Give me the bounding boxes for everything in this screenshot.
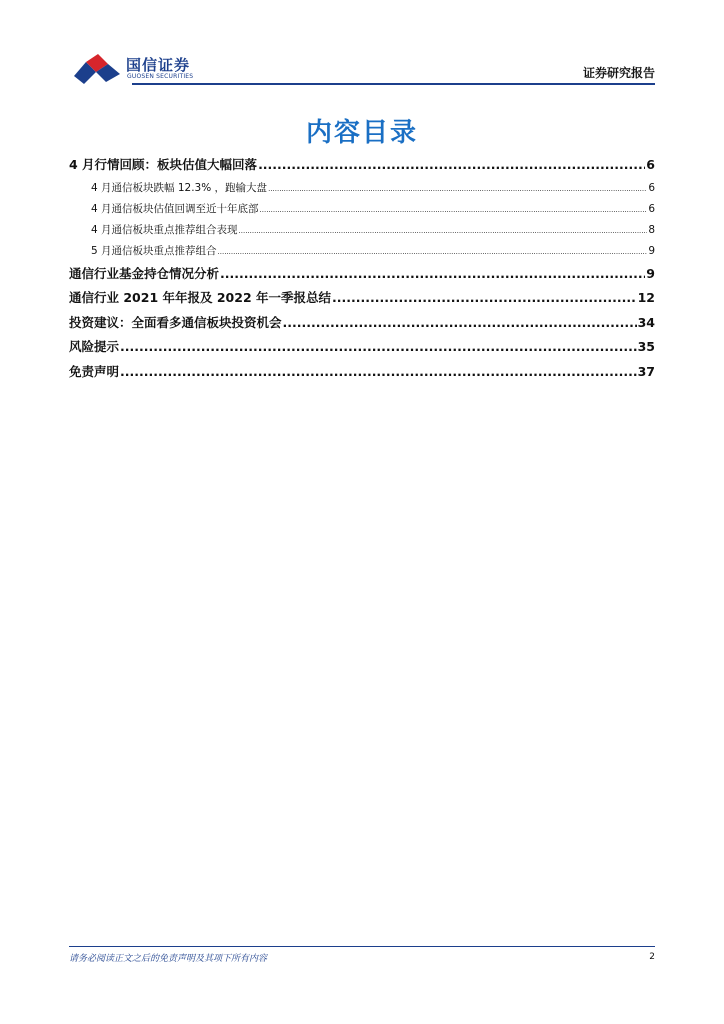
toc-entry-label: 5 月通信板块重点推荐组合 [91,244,217,257]
toc-entry-page: 8 [648,223,655,236]
logo-text-en: GUOSEN SECURITIES [127,73,194,80]
toc-dot-leader [220,262,645,287]
toc-entry[interactable] [69,153,655,178]
toc-entry-page: 12 [637,290,655,305]
toc-entry[interactable] [69,199,655,220]
disclaimer-note: 请务必阅读正文之后的免责声明及其项下所有内容 [69,954,268,964]
toc-entry-label: 投资建议：全面看多通信板块投资机会 [69,314,282,330]
toc-dot-leader [258,153,645,178]
toc-dot-leader [218,242,648,262]
toc-entry-page: 9 [648,244,655,257]
toc-entry[interactable] [69,262,655,287]
toc-entry-page: 6 [646,157,655,172]
logo-text-cn: 国信证券 [126,56,191,74]
toc-dot-leader [268,179,647,199]
guosen-logo-icon [72,52,124,86]
toc-dot-leader [120,335,637,360]
toc-entry-page: 6 [648,181,655,194]
toc-entry-label: 4 月通信板块估值回调至近十年底部 [91,202,259,215]
toc-entry-page: 9 [646,265,655,281]
toc-entry-label: 风险提示 [69,339,120,354]
toc-entry-label: 4 月通信板块重点推荐组合表现 [91,223,238,236]
page-number: 2 [649,952,655,962]
table-of-contents [69,153,655,384]
toc-entry[interactable] [69,286,655,311]
toc-entry-label: 4 月行情回顾：板块估值大幅回落 [69,157,258,172]
toc-entry-label: 通信行业 2021 年年报及 2022 年一季报总结 [69,290,331,305]
toc-entry-page: 34 [637,314,655,330]
report-type-label: 证券研究报告 [582,66,655,80]
toc-dot-leader [283,311,637,336]
toc-dot-leader [332,286,637,311]
toc-entry[interactable] [69,335,655,360]
toc-dot-leader [120,360,637,385]
toc-title: 内容目录 [305,118,418,148]
toc-entry[interactable] [69,178,655,199]
header-divider [132,83,655,85]
toc-entry-label: 免责声明 [69,363,120,379]
toc-entry[interactable] [69,360,655,385]
toc-dot-leader [260,200,648,220]
toc-entry-page: 6 [648,202,655,215]
toc-entry-label: 4 月通信板块跌幅 12.3% ，跑输大盘 [91,181,268,194]
guosen-logo [72,52,212,86]
toc-entry[interactable] [69,220,655,241]
toc-entry-label: 通信行业基金持仓情况分析 [69,265,220,281]
footer-divider [69,946,655,947]
toc-entry-page: 35 [637,339,655,354]
toc-entry[interactable] [69,311,655,336]
toc-entry[interactable] [69,241,655,262]
toc-dot-leader [239,221,648,241]
toc-entry-page: 37 [637,363,655,379]
page-header [0,0,724,90]
